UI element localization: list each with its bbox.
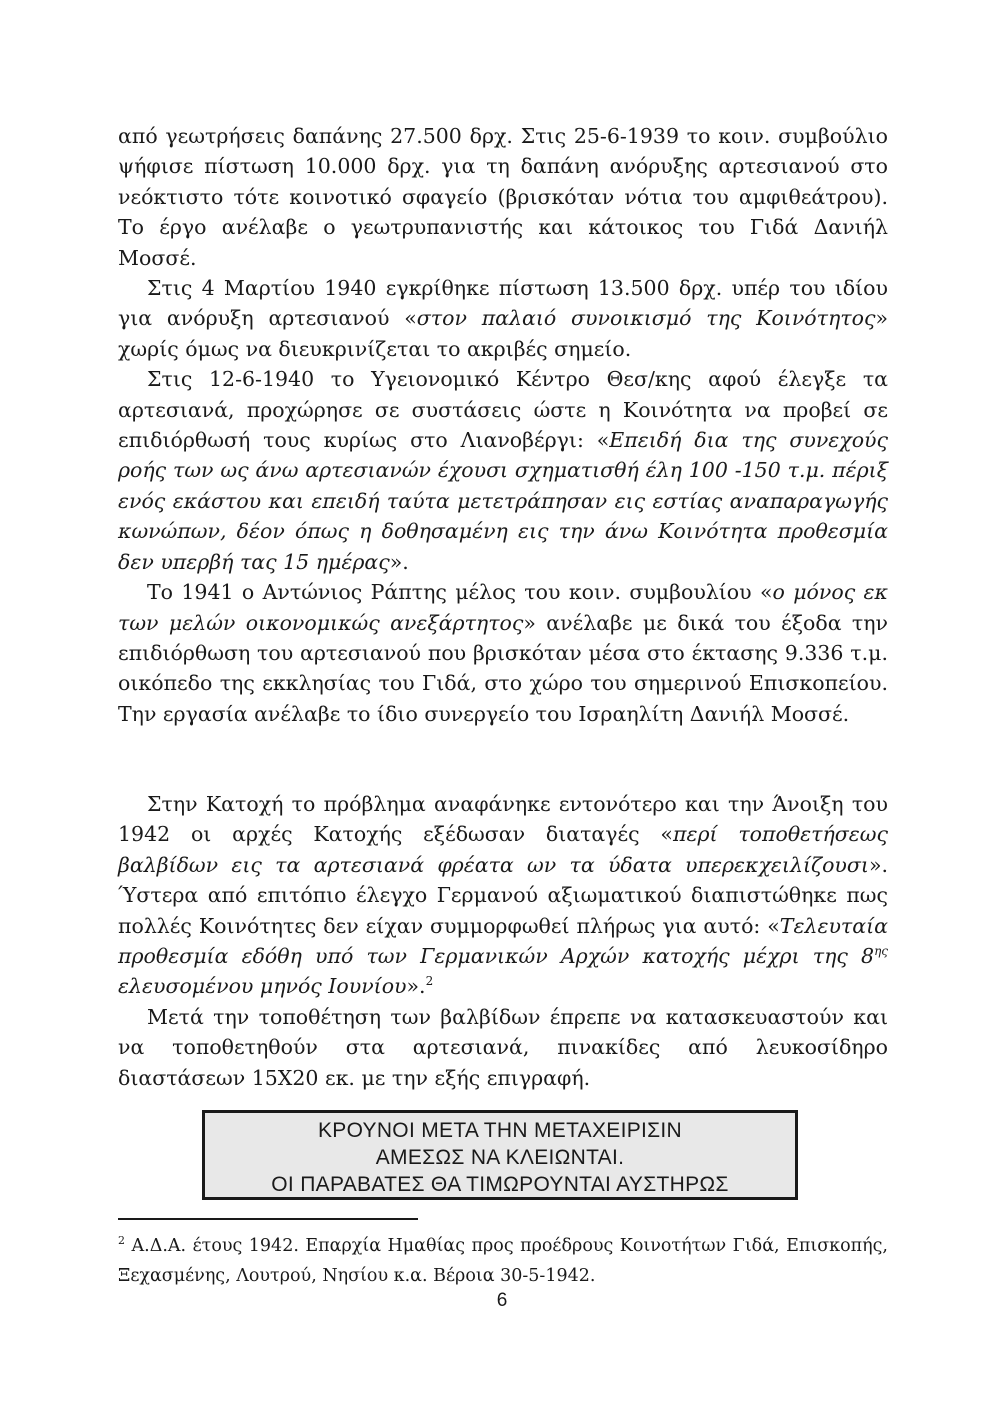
body-text-bottom: [118, 789, 888, 1093]
p3-text-c: ».: [389, 549, 409, 574]
p5-quote-2b: ελευσομένου μηνός Ιουνίου: [118, 974, 407, 999]
p5-quote-1: περί τοποθετήσεως βαλβίδων εις τα αρτεσιανά φρέατα ων τα ύδατα υπερεκχειλίζουσι: [118, 822, 888, 877]
p2-text-c: » χωρίς όμως να διευκρινίζεται το ακριβές σημείο.: [118, 306, 888, 361]
p4-quote: ο μόνος εκ των μελών οικονομικώς ανεξάρτητος: [118, 580, 888, 635]
p2-quote: στον παλαιό συνοικισμό της Κοινότητος: [416, 306, 876, 331]
notice-line-3: ΟΙ ΠΑΡΑΒΑΤΕΣ ΘΑ ΤΙΜΩΡΟΥΝΤΑΙ ΑΥΣΤΗΡΩΣ: [271, 1173, 729, 1196]
notice-line-1: ΚΡΟΥΝΟΙ ΜΕΤΑ ΤΗΝ ΜΕΤΑΧΕΙΡΙΣΙΝ: [317, 1119, 683, 1142]
body-text-top: [118, 121, 888, 729]
p4-text-c: » ανέλαβε με δικά του έξοδα την επιδιόρθωση του αρτεσιανού που βρισκόταν μέσα στο έκτασης 9.336 τ.μ. οικόπεδο της εκκλησίας του Γιδά, στο χώρο του σημερινού Επισκοπείου. Την εργασία ανέλαβε το ίδιο συνεργείο του Ισραηλίτη Δανιήλ Μοσσέ.: [118, 610, 888, 726]
p5-text-f: ».: [406, 974, 426, 999]
footnote-number: 2: [118, 1234, 125, 1248]
paragraph-2: [118, 273, 888, 364]
page-number: 6: [496, 1290, 508, 1311]
footnote-text: Α.Δ.Α. έτους 1942. Επαρχία Ημαθίας προς προέδρους Κοινοτήτων Γιδά, Επισκοπής, Ξεχασμένης, Λουτρού, Νησίου κ.α. Βέροια 30-5-1942.: [118, 1236, 888, 1286]
paragraph-6: Μετά την τοποθέτηση των βαλβίδων έπρεπε να κατασκευαστούν και να τοποθετηθούν στα αρτεσιανά, πινακίδες από λευκοσίδηρο διαστάσεων 15Χ20 εκ. με την εξής επιγραφή.: [118, 1004, 888, 1090]
p3-quote: Επειδή δια της συνεχούς ροής των ως άνω αρτεσιανών έχουσι σχηματισθή έλη 100 -150 τ.μ. πέριξ ενός εκάστου και επειδή ταύτα μετετράπησαν εις εστίας αναπαραγωγής κωνώπων, δέον όπως η δοθησαμένη εις την άνω Κοινότητα προθεσμία δεν υπερβή τας 15 ημέρας: [118, 428, 888, 574]
footnote-divider: [118, 1218, 418, 1220]
paragraph-3: [118, 364, 888, 577]
p5-quote-2a: Τελευταία προθεσμία εδόθη υπό των Γερμανικών Αρχών κατοχής μέχρι της 8: [118, 913, 888, 969]
p4-text-a: Το 1941 ο Αντώνιος Ράπτης μέλος του κοιν. συμβουλίου «: [147, 580, 773, 605]
p2-text-a: Στις 4 Μαρτίου 1940 εγκρίθηκε πίστωση 13.500 δρχ. υπέρ του ιδίου για ανόρυξη αρτεσιανού «: [118, 276, 888, 331]
paragraph-5: [118, 789, 888, 1002]
notice-sign-box: [202, 1110, 798, 1200]
notice-line-2: ΑΜΕΣΩΣ ΝΑ ΚΛΕΙΩΝΤΑΙ.: [375, 1146, 625, 1169]
paragraph-4: [118, 577, 888, 729]
paragraph-1: από γεωτρήσεις δαπάνης 27.500 δρχ. Στις 25-6-1939 το κοιν. συμβούλιο ψήφισε πίστωση 10.000 δρχ. για τη δαπάνη ανόρυξης αρτεσιανού στο νεόκτιστο τότε κοινοτικό σφαγείο (βρισκόταν νότια του αμφιθεάτρου). Το έργο ανέλαβε ο γεωτρυπανιστής και κάτοικος του Γιδά Δανιήλ Μοσσέ.: [118, 124, 888, 270]
p5-text-a: Στην Κατοχή το πρόβλημα αναφάνηκε εντονότερο και την Άνοιξη του 1942 οι αρχές Κατοχής εξέδωσαν διαταγές «: [118, 792, 888, 847]
footnote-reference[interactable]: 2: [425, 974, 434, 989]
footnote: [118, 1231, 888, 1291]
p5-text-c: ». Ύστερα από επιτόπιο έλεγχο Γερμανού αξιωματικού διαπιστώθηκε πως πολλές Κοινότητες δεν είχαν συμμορφωθεί πλήρως για αυτό: «: [118, 852, 888, 938]
ordinal-superscript: ης: [874, 944, 888, 959]
p3-text-a: Στις 12-6-1940 το Υγειονομικό Κέντρο Θεσ/κης αφού έλεγξε τα αρτεσιανά, προχώρησε σε συστάσεις ώστε η Κοινότητα να προβεί σε επιδιόρθωσή τους κυρίως στο Λιανοβέργι: «: [118, 367, 888, 453]
